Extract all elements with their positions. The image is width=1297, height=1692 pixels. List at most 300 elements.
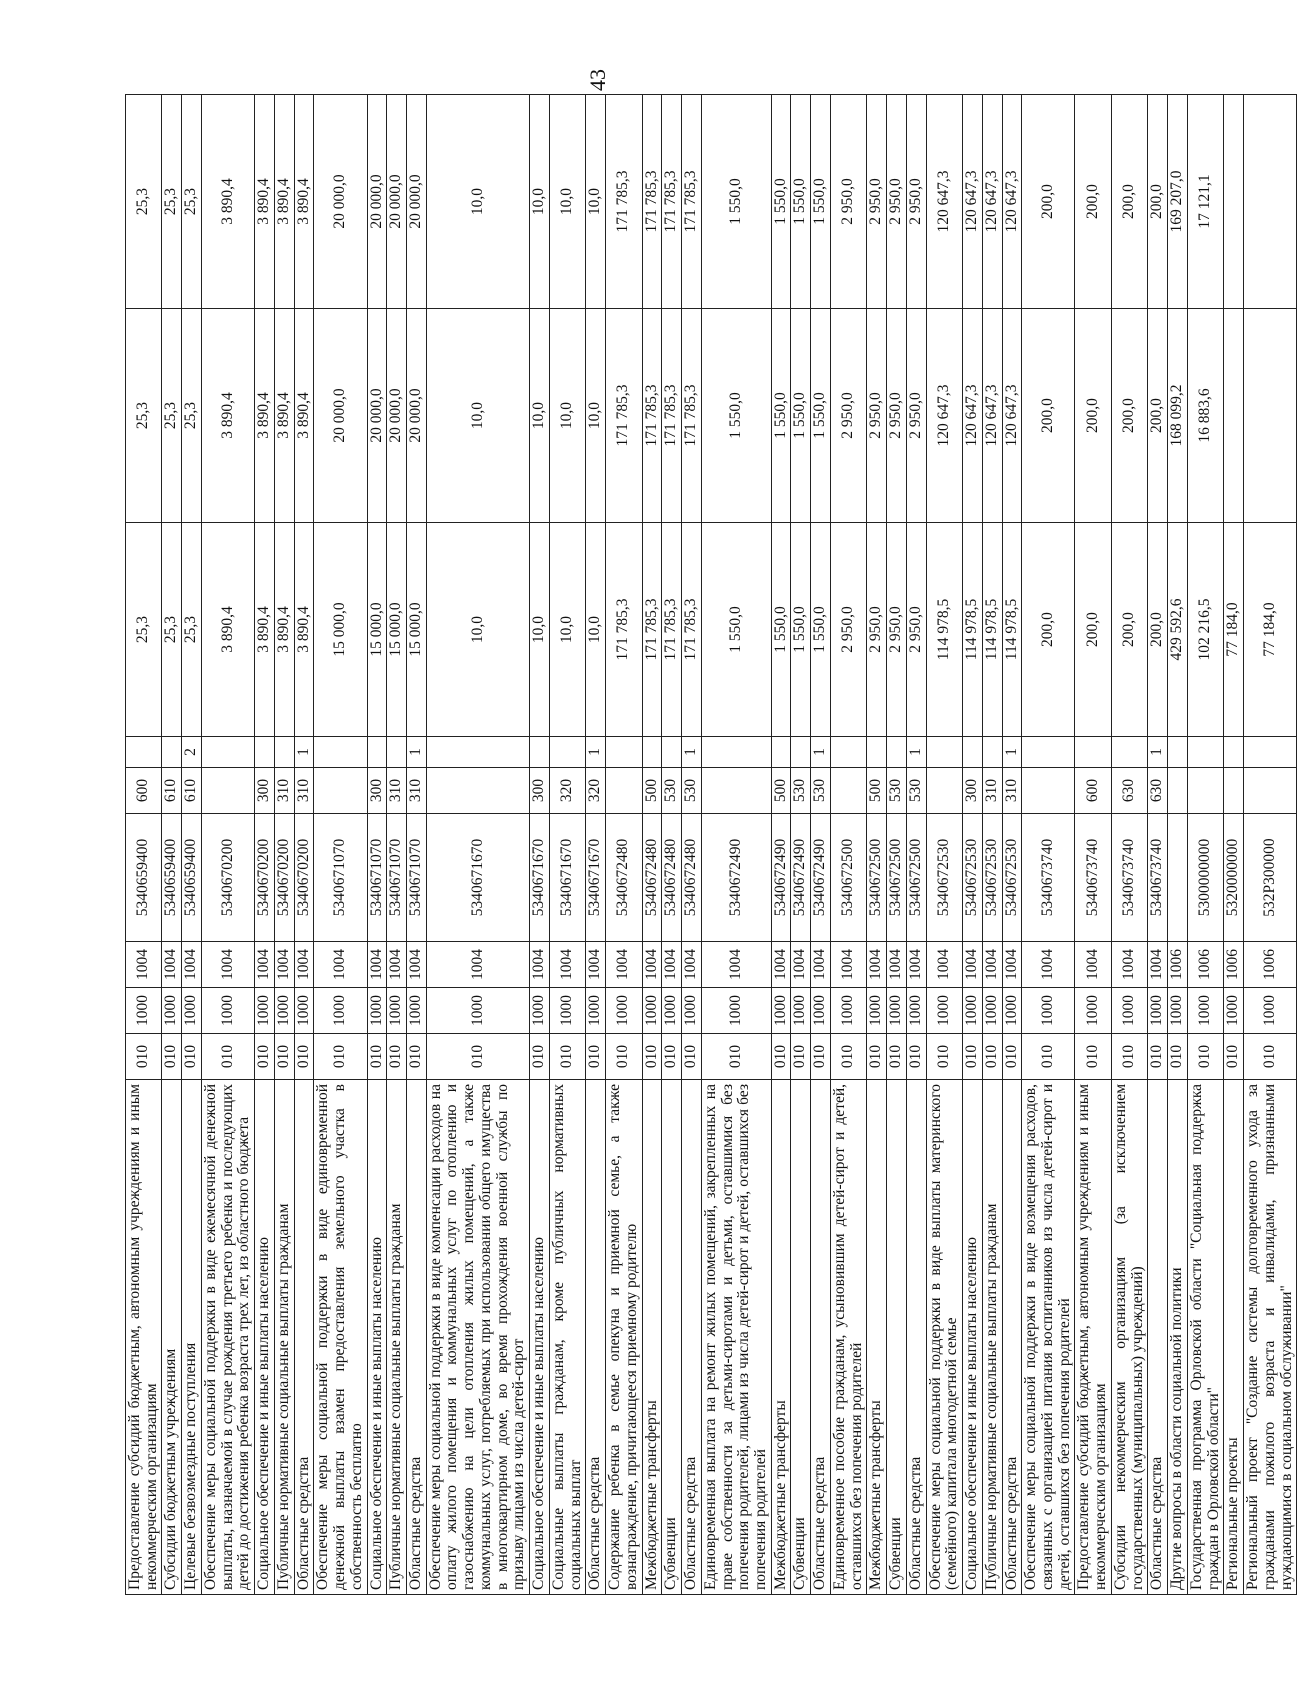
source-marker xyxy=(1075,737,1111,768)
amount-year-3: 20 000,0 xyxy=(387,95,407,309)
source-marker xyxy=(701,737,771,768)
expense-type-code xyxy=(314,768,367,814)
ministry-code: 010 xyxy=(1187,1034,1223,1080)
table-row xyxy=(1148,95,1168,1595)
amount-year-1: 1 550,0 xyxy=(701,523,771,737)
amount-year-1: 77 184,0 xyxy=(1244,523,1297,737)
row-description: Субвенции xyxy=(662,1080,682,1595)
amount-year-3: 3 890,4 xyxy=(294,95,314,309)
source-marker: 1 xyxy=(1148,737,1168,768)
target-article-code: 5340670200 xyxy=(255,814,275,942)
source-marker xyxy=(642,737,662,768)
subsection-code: 1004 xyxy=(126,942,162,988)
section-code: 1000 xyxy=(1244,988,1297,1034)
expense-type-code: 300 xyxy=(963,768,983,814)
subsection-code: 1004 xyxy=(274,942,294,988)
source-marker: 1 xyxy=(906,737,926,768)
amount-year-1: 3 890,4 xyxy=(255,523,275,737)
amount-year-3: 20 000,0 xyxy=(407,95,427,309)
amount-year-2: 2 950,0 xyxy=(906,309,926,523)
amount-year-1: 25,3 xyxy=(182,523,202,737)
expense-type-code xyxy=(926,768,962,814)
ministry-code: 010 xyxy=(274,1034,294,1080)
ministry-code: 010 xyxy=(255,1034,275,1080)
subsection-code: 1004 xyxy=(314,942,367,988)
row-description: Межбюджетные трансферты xyxy=(867,1080,887,1595)
amount-year-3 xyxy=(1224,95,1244,309)
table-row xyxy=(811,95,831,1595)
subsection-code: 1004 xyxy=(367,942,387,988)
expense-type-code: 320 xyxy=(586,768,606,814)
expense-type-code xyxy=(830,768,866,814)
target-article-code: 5340672500 xyxy=(867,814,887,942)
section-code: 1000 xyxy=(1111,988,1147,1034)
section-code: 1000 xyxy=(182,988,202,1034)
row-description: Региональный проект "Создание системы долговременного ухода за гражданами пожилого возраста и инвалидами, признанными нуждающимися в социальном обслуживании" xyxy=(1244,1080,1297,1595)
ministry-code: 010 xyxy=(701,1034,771,1080)
amount-year-1: 25,3 xyxy=(126,523,162,737)
amount-year-3: 1 550,0 xyxy=(791,95,811,309)
table-row xyxy=(367,95,387,1595)
amount-year-3: 10,0 xyxy=(549,95,585,309)
amount-year-1: 25,3 xyxy=(162,523,182,737)
ministry-code: 010 xyxy=(771,1034,791,1080)
source-marker xyxy=(1022,737,1075,768)
source-marker: 1 xyxy=(586,737,606,768)
subsection-code: 1004 xyxy=(771,942,791,988)
amount-year-3: 120 647,3 xyxy=(1002,95,1022,309)
section-code: 1000 xyxy=(314,988,367,1034)
ministry-code: 010 xyxy=(182,1034,202,1080)
ministry-code: 010 xyxy=(926,1034,962,1080)
target-article-code: 5340671070 xyxy=(407,814,427,942)
table-row xyxy=(1111,95,1147,1595)
source-marker xyxy=(1168,737,1188,768)
amount-year-3: 10,0 xyxy=(530,95,550,309)
amount-year-1: 15 000,0 xyxy=(387,523,407,737)
expense-type-code: 630 xyxy=(1111,768,1147,814)
subsection-code: 1004 xyxy=(586,942,606,988)
amount-year-3: 3 890,4 xyxy=(274,95,294,309)
target-article-code: 5340671670 xyxy=(426,814,529,942)
subsection-code: 1004 xyxy=(791,942,811,988)
amount-year-2: 168 099,2 xyxy=(1168,309,1188,523)
table-row xyxy=(791,95,811,1595)
amount-year-2: 200,0 xyxy=(1148,309,1168,523)
section-code: 1000 xyxy=(294,988,314,1034)
table-row xyxy=(963,95,983,1595)
ministry-code: 010 xyxy=(1148,1034,1168,1080)
source-marker xyxy=(887,737,907,768)
amount-year-3: 17 121,1 xyxy=(1187,95,1223,309)
amount-year-2: 1 550,0 xyxy=(701,309,771,523)
table-row xyxy=(255,95,275,1595)
amount-year-1: 10,0 xyxy=(426,523,529,737)
table-row xyxy=(926,95,962,1595)
expense-type-code: 500 xyxy=(867,768,887,814)
expense-type-code xyxy=(1244,768,1297,814)
row-description: Субвенции xyxy=(887,1080,907,1595)
table-row xyxy=(682,95,702,1595)
section-code: 1000 xyxy=(549,988,585,1034)
source-marker xyxy=(791,737,811,768)
row-description: Другие вопросы в области социальной политики xyxy=(1168,1080,1188,1595)
amount-year-2: 2 950,0 xyxy=(887,309,907,523)
section-code: 1000 xyxy=(662,988,682,1034)
row-description: Социальное обеспечение и иные выплаты населению xyxy=(530,1080,550,1595)
source-marker xyxy=(530,737,550,768)
source-marker xyxy=(1224,737,1244,768)
row-description: Субсидии некоммерческим организациям (за исключением государственных (муниципальных) учреждений) xyxy=(1111,1080,1147,1595)
expense-type-code: 530 xyxy=(682,768,702,814)
ministry-code: 010 xyxy=(426,1034,529,1080)
amount-year-2: 3 890,4 xyxy=(294,309,314,523)
amount-year-1: 2 950,0 xyxy=(867,523,887,737)
target-article-code: 5340671670 xyxy=(586,814,606,942)
section-code: 1000 xyxy=(530,988,550,1034)
section-code: 1000 xyxy=(367,988,387,1034)
amount-year-3: 200,0 xyxy=(1111,95,1147,309)
row-description: Единовременное пособие гражданам, усыновившим детей-сирот и детей, оставшихся без попечения родителей xyxy=(830,1080,866,1595)
subsection-code: 1004 xyxy=(530,942,550,988)
expense-type-code: 500 xyxy=(642,768,662,814)
subsection-code: 1004 xyxy=(182,942,202,988)
target-article-code: 5340673740 xyxy=(1111,814,1147,942)
row-description: Межбюджетные трансферты xyxy=(771,1080,791,1595)
target-article-code: 532P300000 xyxy=(1244,814,1297,942)
amount-year-3: 25,3 xyxy=(162,95,182,309)
amount-year-2: 200,0 xyxy=(1075,309,1111,523)
target-article-code: 5340672480 xyxy=(682,814,702,942)
target-article-code: 5340672530 xyxy=(982,814,1002,942)
ministry-code: 010 xyxy=(1111,1034,1147,1080)
amount-year-1: 1 550,0 xyxy=(791,523,811,737)
amount-year-1: 1 550,0 xyxy=(771,523,791,737)
amount-year-2: 3 890,4 xyxy=(201,309,254,523)
target-article-code: 5340673740 xyxy=(1075,814,1111,942)
row-description: Обеспечение меры социальной поддержки в виде возмещения расходов, связанных с организацией питания воспитанников из числа детей-сирот и детей, оставшихся без попечения родителей xyxy=(1022,1080,1075,1595)
amount-year-2: 120 647,3 xyxy=(963,309,983,523)
ministry-code: 010 xyxy=(530,1034,550,1080)
table-row xyxy=(314,95,367,1595)
target-article-code: 5340672530 xyxy=(1002,814,1022,942)
section-code: 1000 xyxy=(811,988,831,1034)
subsection-code: 1004 xyxy=(606,942,642,988)
amount-year-2: 120 647,3 xyxy=(926,309,962,523)
target-article-code: 5340670200 xyxy=(274,814,294,942)
subsection-code: 1004 xyxy=(963,942,983,988)
target-article-code: 5340672500 xyxy=(887,814,907,942)
amount-year-2: 1 550,0 xyxy=(811,309,831,523)
table-row xyxy=(274,95,294,1595)
section-code: 1000 xyxy=(926,988,962,1034)
row-description: Областные средства xyxy=(1148,1080,1168,1595)
row-description: Региональные проекты xyxy=(1224,1080,1244,1595)
row-description: Субвенции xyxy=(791,1080,811,1595)
row-description: Социальное обеспечение и иные выплаты населению xyxy=(367,1080,387,1595)
amount-year-3: 120 647,3 xyxy=(963,95,983,309)
amount-year-3: 171 785,3 xyxy=(682,95,702,309)
table-row xyxy=(162,95,182,1595)
target-article-code: 5340673740 xyxy=(1022,814,1075,942)
amount-year-2: 20 000,0 xyxy=(314,309,367,523)
ministry-code: 010 xyxy=(662,1034,682,1080)
amount-year-2: 10,0 xyxy=(426,309,529,523)
ministry-code: 010 xyxy=(294,1034,314,1080)
source-marker xyxy=(1111,737,1147,768)
amount-year-1: 200,0 xyxy=(1148,523,1168,737)
amount-year-3: 2 950,0 xyxy=(867,95,887,309)
target-article-code: 5340672480 xyxy=(642,814,662,942)
expense-type-code: 530 xyxy=(887,768,907,814)
ministry-code: 010 xyxy=(791,1034,811,1080)
table-row xyxy=(1002,95,1022,1595)
subsection-code: 1004 xyxy=(1148,942,1168,988)
amount-year-1: 15 000,0 xyxy=(367,523,387,737)
target-article-code: 5340673740 xyxy=(1148,814,1168,942)
amount-year-1: 171 785,3 xyxy=(606,523,642,737)
section-code: 1000 xyxy=(791,988,811,1034)
subsection-code: 1006 xyxy=(1168,942,1188,988)
expense-type-code: 310 xyxy=(387,768,407,814)
ministry-code: 010 xyxy=(1022,1034,1075,1080)
subsection-code: 1006 xyxy=(1187,942,1223,988)
source-marker xyxy=(606,737,642,768)
source-marker: 1 xyxy=(407,737,427,768)
table-row xyxy=(586,95,606,1595)
amount-year-2: 171 785,3 xyxy=(606,309,642,523)
section-code: 1000 xyxy=(906,988,926,1034)
table-row xyxy=(1022,95,1075,1595)
amount-year-3: 3 890,4 xyxy=(201,95,254,309)
target-article-code: 5340672530 xyxy=(926,814,962,942)
row-description: Межбюджетные трансферты xyxy=(642,1080,662,1595)
subsection-code: 1004 xyxy=(201,942,254,988)
expense-type-code: 530 xyxy=(662,768,682,814)
expense-type-code: 500 xyxy=(771,768,791,814)
row-description: Областные средства xyxy=(407,1080,427,1595)
ministry-code: 010 xyxy=(1075,1034,1111,1080)
table-row xyxy=(201,95,254,1595)
expense-type-code: 530 xyxy=(811,768,831,814)
amount-year-2: 10,0 xyxy=(586,309,606,523)
table-row xyxy=(701,95,771,1595)
amount-year-2: 16 883,6 xyxy=(1187,309,1223,523)
subsection-code: 1004 xyxy=(811,942,831,988)
source-marker xyxy=(1244,737,1297,768)
amount-year-2: 171 785,3 xyxy=(682,309,702,523)
table-row xyxy=(982,95,1002,1595)
target-article-code: 5340672490 xyxy=(701,814,771,942)
table-row xyxy=(830,95,866,1595)
amount-year-3: 20 000,0 xyxy=(314,95,367,309)
row-description: Социальное обеспечение и иные выплаты населению xyxy=(963,1080,983,1595)
target-article-code: 5340671070 xyxy=(387,814,407,942)
budget-table xyxy=(125,94,1297,1595)
expense-type-code: 530 xyxy=(791,768,811,814)
amount-year-1: 200,0 xyxy=(1075,523,1111,737)
amount-year-2 xyxy=(1224,309,1244,523)
amount-year-3: 20 000,0 xyxy=(367,95,387,309)
amount-year-3: 171 785,3 xyxy=(606,95,642,309)
amount-year-1: 200,0 xyxy=(1111,523,1147,737)
amount-year-1: 10,0 xyxy=(549,523,585,737)
ministry-code: 010 xyxy=(407,1034,427,1080)
section-code: 1000 xyxy=(1022,988,1075,1034)
amount-year-2: 20 000,0 xyxy=(367,309,387,523)
source-marker xyxy=(771,737,791,768)
table-row xyxy=(1075,95,1111,1595)
source-marker xyxy=(367,737,387,768)
row-description: Областные средства xyxy=(1002,1080,1022,1595)
amount-year-2: 171 785,3 xyxy=(662,309,682,523)
amount-year-1: 15 000,0 xyxy=(314,523,367,737)
expense-type-code: 320 xyxy=(549,768,585,814)
section-code: 1000 xyxy=(701,988,771,1034)
row-description: Областные средства xyxy=(294,1080,314,1595)
source-marker xyxy=(255,737,275,768)
amount-year-1: 3 890,4 xyxy=(294,523,314,737)
ministry-code: 010 xyxy=(830,1034,866,1080)
ministry-code: 010 xyxy=(867,1034,887,1080)
subsection-code: 1006 xyxy=(1224,942,1244,988)
source-marker: 1 xyxy=(682,737,702,768)
target-article-code: 5340672500 xyxy=(906,814,926,942)
amount-year-3: 200,0 xyxy=(1075,95,1111,309)
ministry-code: 010 xyxy=(586,1034,606,1080)
expense-type-code: 600 xyxy=(1075,768,1111,814)
section-code: 1000 xyxy=(1075,988,1111,1034)
amount-year-2: 3 890,4 xyxy=(255,309,275,523)
amount-year-2: 25,3 xyxy=(162,309,182,523)
row-description: Единовременная выплата на ремонт жилых помещений, закрепленных на праве собственности за детьми-сиротами и детьми, оставшимися без попечения родителей, лицами из числа детей-сирот и детей, оставшихся без попечения родителей xyxy=(701,1080,771,1595)
table-row xyxy=(1244,95,1297,1595)
table-row xyxy=(182,95,202,1595)
section-code: 1000 xyxy=(162,988,182,1034)
ministry-code: 010 xyxy=(982,1034,1002,1080)
subsection-code: 1004 xyxy=(294,942,314,988)
source-marker xyxy=(201,737,254,768)
amount-year-2 xyxy=(1244,309,1297,523)
target-article-code: 5340659400 xyxy=(162,814,182,942)
source-marker xyxy=(426,737,529,768)
row-description: Субсидии бюджетным учреждениям xyxy=(162,1080,182,1595)
amount-year-2: 200,0 xyxy=(1111,309,1147,523)
amount-year-2: 2 950,0 xyxy=(830,309,866,523)
amount-year-1: 114 978,5 xyxy=(1002,523,1022,737)
section-code: 1000 xyxy=(1187,988,1223,1034)
row-description: Областные средства xyxy=(811,1080,831,1595)
row-description: Предоставление субсидий бюджетным, автономным учреждениям и иным некоммерческим организациям xyxy=(1075,1080,1111,1595)
target-article-code: 5340672490 xyxy=(791,814,811,942)
expense-type-code xyxy=(426,768,529,814)
source-marker xyxy=(982,737,1002,768)
ministry-code: 010 xyxy=(811,1034,831,1080)
source-marker: 2 xyxy=(182,737,202,768)
subsection-code: 1004 xyxy=(387,942,407,988)
amount-year-2: 20 000,0 xyxy=(407,309,427,523)
amount-year-1: 15 000,0 xyxy=(407,523,427,737)
table-row xyxy=(407,95,427,1595)
amount-year-2: 20 000,0 xyxy=(387,309,407,523)
subsection-code: 1004 xyxy=(662,942,682,988)
amount-year-3: 3 890,4 xyxy=(255,95,275,309)
target-article-code: 5340670200 xyxy=(201,814,254,942)
expense-type-code: 300 xyxy=(530,768,550,814)
subsection-code: 1004 xyxy=(867,942,887,988)
row-description: Обеспечение меры социальной поддержки в виде единовременной денежной выплаты взамен предоставления земельного участка в собственность бесплатно xyxy=(314,1080,367,1595)
section-code: 1000 xyxy=(407,988,427,1034)
amount-year-1: 10,0 xyxy=(586,523,606,737)
expense-type-code: 310 xyxy=(982,768,1002,814)
expense-type-code: 310 xyxy=(274,768,294,814)
section-code: 1000 xyxy=(126,988,162,1034)
ministry-code: 010 xyxy=(887,1034,907,1080)
ministry-code: 010 xyxy=(906,1034,926,1080)
amount-year-1: 2 950,0 xyxy=(906,523,926,737)
amount-year-3: 171 785,3 xyxy=(662,95,682,309)
subsection-code: 1004 xyxy=(426,942,529,988)
amount-year-1: 3 890,4 xyxy=(201,523,254,737)
target-article-code: 5340672480 xyxy=(662,814,682,942)
section-code: 1000 xyxy=(887,988,907,1034)
source-marker xyxy=(274,737,294,768)
target-article-code: 5340672490 xyxy=(811,814,831,942)
amount-year-2: 120 647,3 xyxy=(982,309,1002,523)
table-row xyxy=(126,95,162,1595)
table-row xyxy=(606,95,642,1595)
amount-year-2: 171 785,3 xyxy=(642,309,662,523)
ministry-code: 010 xyxy=(1168,1034,1188,1080)
subsection-code: 1004 xyxy=(906,942,926,988)
table-row xyxy=(906,95,926,1595)
amount-year-2: 120 647,3 xyxy=(1002,309,1022,523)
section-code: 1000 xyxy=(682,988,702,1034)
amount-year-3: 171 785,3 xyxy=(642,95,662,309)
expense-type-code: 530 xyxy=(906,768,926,814)
target-article-code: 5340671070 xyxy=(314,814,367,942)
amount-year-1: 77 184,0 xyxy=(1224,523,1244,737)
budget-sheet xyxy=(125,95,1295,1595)
expense-type-code: 610 xyxy=(162,768,182,814)
source-marker xyxy=(162,737,182,768)
amount-year-2: 1 550,0 xyxy=(771,309,791,523)
table-row xyxy=(294,95,314,1595)
expense-type-code: 600 xyxy=(126,768,162,814)
amount-year-2: 10,0 xyxy=(530,309,550,523)
amount-year-2: 10,0 xyxy=(549,309,585,523)
amount-year-1: 171 785,3 xyxy=(662,523,682,737)
source-marker xyxy=(1187,737,1223,768)
subsection-code: 1004 xyxy=(982,942,1002,988)
amount-year-1: 1 550,0 xyxy=(811,523,831,737)
table-row xyxy=(771,95,791,1595)
subsection-code: 1004 xyxy=(830,942,866,988)
target-article-code: 5340672530 xyxy=(963,814,983,942)
subsection-code: 1006 xyxy=(1244,942,1297,988)
ministry-code: 010 xyxy=(1224,1034,1244,1080)
expense-type-code xyxy=(701,768,771,814)
amount-year-3: 10,0 xyxy=(426,95,529,309)
source-marker xyxy=(963,737,983,768)
source-marker xyxy=(314,737,367,768)
section-code: 1000 xyxy=(1148,988,1168,1034)
expense-type-code: 300 xyxy=(255,768,275,814)
row-description: Обеспечение меры социальной поддержки в виде компенсации расходов на оплату жилого помещения и коммунальных услуг по отоплению и газоснабжению на цели отопления жилых помещений, а также коммунальных услуг, потребляемых при использовании общего имущества в многоквартирном доме, во время прохождения военной службы по призыву лицами из числа детей-сирот xyxy=(426,1080,529,1595)
amount-year-1: 429 592,6 xyxy=(1168,523,1188,737)
row-description: Социальное обеспечение и иные выплаты населению xyxy=(255,1080,275,1595)
target-article-code: 5340670200 xyxy=(294,814,314,942)
